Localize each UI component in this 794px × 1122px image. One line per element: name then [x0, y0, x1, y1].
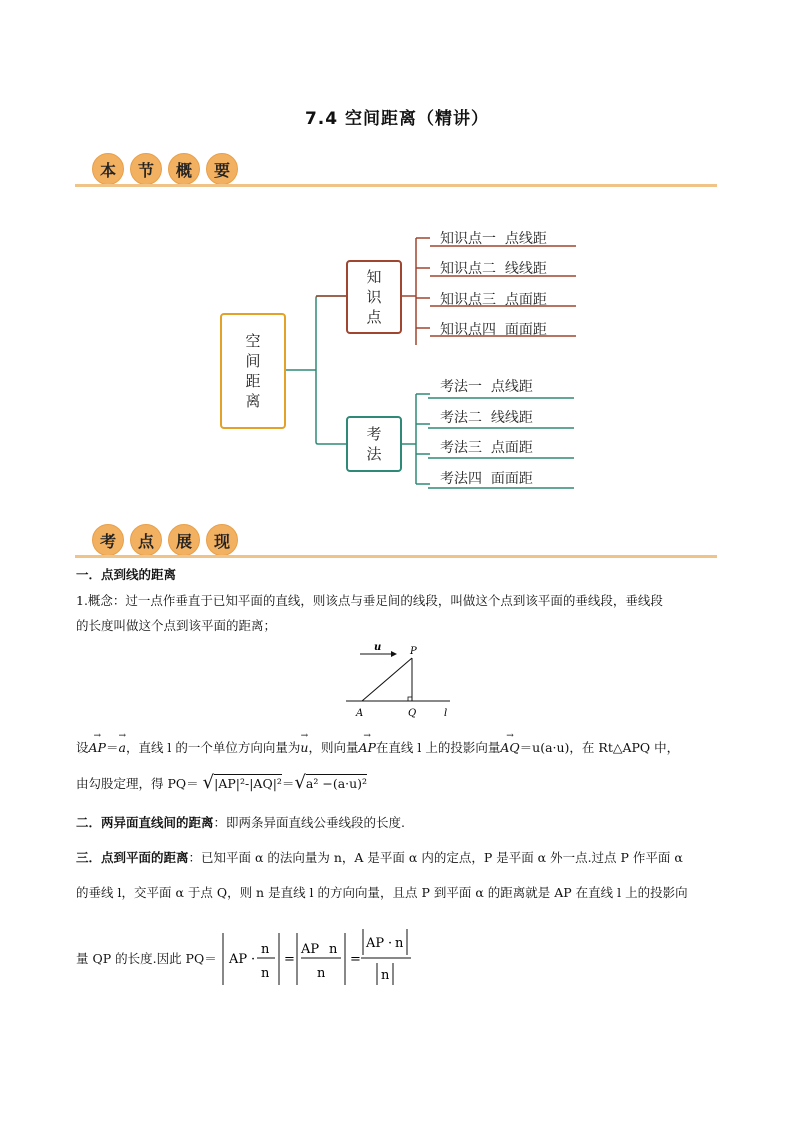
paragraph-concept: 1.概念：过一点作垂直于已知平面的直线，则该点与垂足间的线段，叫做这个点到该平面的垂线段，垂线段 [76, 593, 663, 608]
figure-label-l: l [444, 708, 448, 719]
mindmap-leaf: 知识点三 点面距 [440, 292, 547, 308]
figure-label-Q: Q [408, 708, 417, 719]
distance-formula [221, 925, 421, 991]
section-header-overview [92, 153, 238, 185]
svg-text:=: = [349, 952, 361, 967]
vector-u: → u [300, 735, 308, 760]
vector-a: → a [118, 735, 125, 760]
svg-text:·: · [250, 952, 255, 967]
section-badge: 概 [168, 153, 200, 185]
figure-label-u: u [374, 642, 382, 653]
section-badge: 考 [92, 524, 124, 556]
radicand-2: a² −(a·u)² [305, 776, 368, 791]
svg-text:·: · [387, 936, 392, 951]
section-badge: 节 [130, 153, 162, 185]
vector-AP: → AP [358, 735, 375, 760]
mindmap-root: 空 间 距 离 [220, 313, 286, 429]
svg-text:n: n [260, 942, 270, 957]
svg-text:AP: AP [300, 942, 319, 957]
vector-AP: → AP [89, 735, 106, 760]
paragraph-point-plane: 三．点到平面的距离：已知平面 α 的法向量为 n，A 是平面 α 内的定点，P 是平面 α 外一点.过点 P 作平面 α [76, 850, 683, 865]
svg-text:=: = [283, 952, 295, 967]
svg-text:n: n [316, 966, 326, 981]
mindmap-leaf: 知识点四 面面距 [440, 322, 547, 338]
svg-text:n: n [328, 942, 338, 957]
paragraph-point-plane-cont: 的垂线 l，交平面 α 于点 Q，则 n 是直线 l 的方向向量，且点 P 到平面 α 的距离就是 AP 在直线 l 上的投影向 [76, 885, 688, 900]
paragraph-point-plane-result: 量 QP 的长度.因此 PQ＝ AP · n n = AP n n = AP · n n [76, 925, 421, 991]
mindmap-branch-methods: 考 法 [346, 416, 402, 472]
figure-label-P: P [410, 646, 417, 657]
svg-text:AP: AP [365, 936, 384, 951]
svg-text:n: n [394, 936, 404, 951]
sqrt-symbol: √ [294, 772, 306, 793]
section-badge: 要 [206, 153, 238, 185]
heading-point-plane: 三．点到平面的距离 [76, 850, 189, 865]
vector-AQ: → AQ [500, 735, 519, 760]
heading-point-line: 一．点到线的距离 [76, 567, 177, 582]
paragraph-concept-cont: 的长度叫做这个点到该平面的距离； [76, 618, 277, 633]
section-badge: 现 [206, 524, 238, 556]
section-header-points [92, 524, 238, 556]
section-divider [75, 555, 717, 558]
mindmap-leaf: 考法二 线线距 [440, 410, 533, 426]
section-badge: 展 [168, 524, 200, 556]
mindmap-branch-knowledge: 知 识 点 [346, 260, 402, 334]
paragraph-skew-lines: 二．两异面直线间的距离：即两条异面直线公垂线段的长度. [76, 815, 405, 830]
svg-text:n: n [260, 966, 270, 981]
mindmap-leaf: 知识点二 线线距 [440, 261, 547, 277]
mindmap-leaf: 考法一 点线距 [440, 379, 533, 395]
section-badge: 本 [92, 153, 124, 185]
figure-label-A: A [356, 708, 364, 719]
heading-skew-lines: 二．两异面直线间的距离 [76, 815, 214, 830]
section-badge: 点 [130, 524, 162, 556]
svg-text:n: n [380, 968, 390, 983]
sqrt-symbol: √ [202, 772, 215, 793]
mindmap-leaf: 考法三 点面距 [440, 440, 533, 456]
formula-line-1: 设→ AP＝→ a，直线 l 的一个单位方向向量为→ u，则向量→ AP在直线 l 上的投影向量→ AQ＝u(a·u)，在 Rt△APQ 中， [76, 735, 679, 760]
frac-AP: AP [228, 952, 247, 967]
formula-line-2: 由勾股定理，得 PQ＝ √|AP|²-|AQ|²＝√a² −(a·u)² [76, 772, 368, 793]
mindmap-leaf: 知识点一 点线距 [440, 231, 547, 247]
page-title: 7.4 空间距离（精讲） [304, 109, 490, 129]
radicand-1: |AP|²-|AQ|² [214, 776, 282, 791]
projection-figure [340, 640, 470, 720]
mindmap-leaf: 考法四 面面距 [440, 471, 533, 487]
section-divider [75, 184, 717, 187]
